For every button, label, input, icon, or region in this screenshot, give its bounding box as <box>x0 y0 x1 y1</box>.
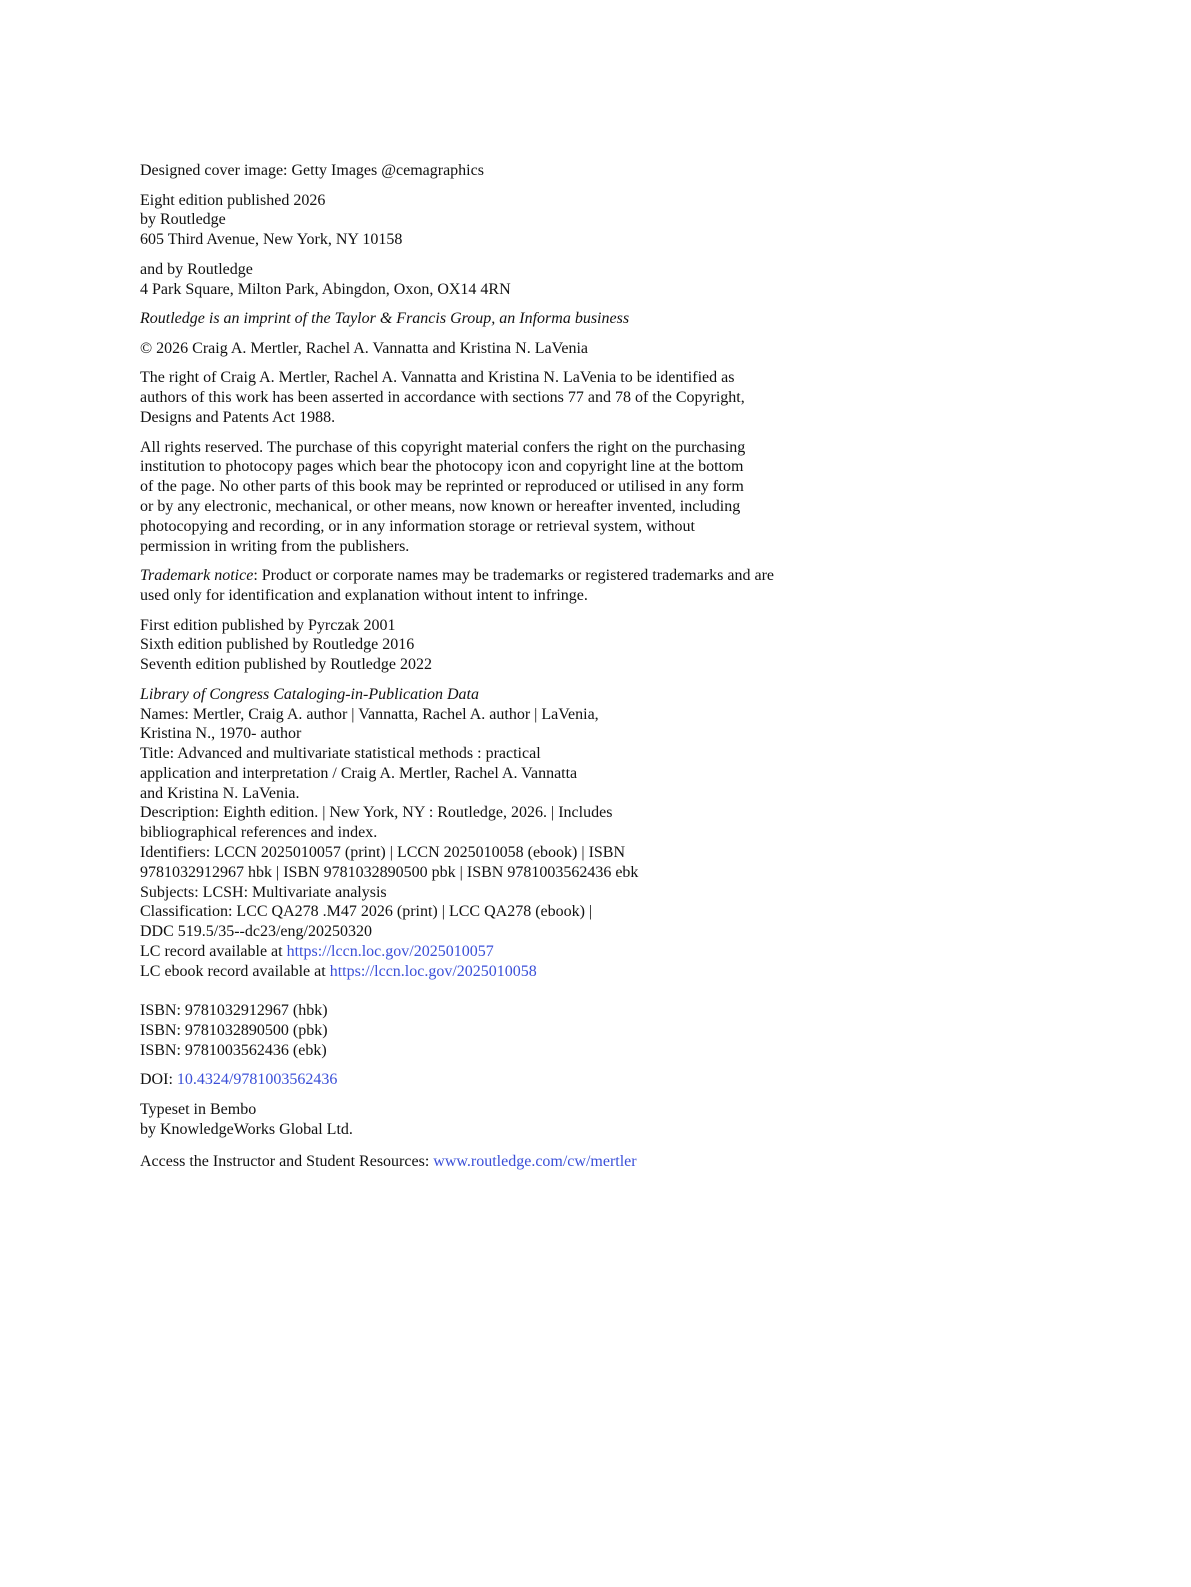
publication-uk <box>140 260 840 300</box>
rights-reserved-line: photocopying and recording, or in any information storage or retrieval system, without <box>140 517 695 535</box>
copyright-page <box>140 161 840 1172</box>
cip-names: Kristina N., 1970- author <box>140 725 302 743</box>
cip-identifiers: 9781032912967 hbk | ISBN 9781032890500 pbk | ISBN 9781003562436 ebk <box>140 863 639 881</box>
doi-label: DOI: <box>140 1071 177 1089</box>
edition-line: Sixth edition published by Routledge 2016 <box>140 636 415 654</box>
imprint-notice <box>140 309 840 329</box>
rights-reserved-line: permission in writing from the publishers. <box>140 537 410 555</box>
rights-reserved-line: or by any electronic, mechanical, or other means, now known or hereafter invented, including <box>140 497 741 515</box>
trademark-line <box>140 566 840 586</box>
lc-record-line <box>140 942 840 962</box>
doi-link[interactable]: 10.4324/9781003562436 <box>176 1071 338 1089</box>
publication-us <box>140 191 840 250</box>
edition-line: First edition published by Pyrczak 2001 <box>140 616 396 634</box>
rights-reserved-notice <box>140 438 840 557</box>
trademark-label: Trademark notice <box>140 567 254 585</box>
lc-record-label: LC record available at <box>140 943 287 961</box>
cover-credit-text: Designed cover image: Getty Images @cemagraphics <box>140 162 484 179</box>
cip-title: Title: Advanced and multivariate statistical methods : practical <box>140 745 541 763</box>
lc-ebook-record-line <box>140 962 840 982</box>
cip-subjects: Subjects: LCSH: Multivariate analysis <box>140 883 387 901</box>
doi-line <box>140 1070 840 1090</box>
isbn-pbk: ISBN: 9781032890500 (pbk) <box>140 1022 328 1040</box>
lc-ebook-record-label: LC ebook record available at <box>140 962 330 980</box>
moral-rights-line: Designs and Patents Act 1988. <box>140 408 336 426</box>
cip-names: Names: Mertler, Craig A. author | Vannatta, Rachel A. author | LaVenia, <box>140 705 599 723</box>
cover-credit <box>140 161 840 181</box>
cip-heading: Library of Congress Cataloging-in-Publication Data <box>140 685 479 703</box>
cip-description: Description: Eighth edition. | New York, NY : Routledge, 2026. | Includes <box>140 804 613 822</box>
isbn-hbk: ISBN: 9781032912967 (hbk) <box>140 1002 328 1020</box>
edition-line: Seventh edition published by Routledge 2022 <box>140 656 432 674</box>
doi <box>140 1070 840 1090</box>
cip-description: bibliographical references and index. <box>140 824 378 842</box>
trademark-text: : Product or corporate names may be trademarks or registered trademarks and are <box>253 567 774 585</box>
resources-label: Access the Instructor and Student Resources: <box>140 1153 434 1171</box>
typeset-line: by KnowledgeWorks Global Ltd. <box>140 1120 353 1138</box>
publication-uk-address: 4 Park Square, Milton Park, Abingdon, Oxon, OX14 4RN <box>140 280 511 298</box>
imprint-text: Routledge is an imprint of the Taylor & Francis Group, an Informa business <box>140 310 630 328</box>
typeset-credit <box>140 1100 840 1140</box>
publication-address: 605 Third Avenue, New York, NY 10158 <box>140 231 403 249</box>
moral-rights-line: The right of Craig A. Mertler, Rachel A. Vannatta and Kristina N. LaVenia to be identified as <box>140 369 735 387</box>
cip-data <box>140 685 840 982</box>
cip-title: application and interpretation / Craig A. Mertler, Rachel A. Vannatta <box>140 764 578 782</box>
trademark-line: used only for identification and explanation without intent to infringe. <box>140 586 588 604</box>
rights-reserved-line: institution to photocopy pages which bear the photocopy icon and copyright line at the bottom <box>140 458 744 476</box>
cip-classification: DDC 519.5/35--dc23/eng/20250320 <box>140 923 372 941</box>
publication-line: Eight edition published 2026 <box>140 191 326 209</box>
resources-link[interactable]: www.routledge.com/cw/mertler <box>433 1153 637 1171</box>
lc-ebook-record-link[interactable]: https://lccn.loc.gov/2025010058 <box>329 962 537 980</box>
moral-rights-line: authors of this work has been asserted in accordance with sections 77 and 78 of the Copyright, <box>140 389 745 407</box>
publication-line: by Routledge <box>140 211 226 229</box>
publication-uk-line: and by Routledge <box>140 260 253 278</box>
rights-reserved-line: All rights reserved. The purchase of this copyright material confers the right on the purchasing <box>140 438 746 456</box>
cip-classification: Classification: LCC QA278 .M47 2026 (print) | LCC QA278 (ebook) | <box>140 903 593 921</box>
cip-identifiers: Identifiers: LCCN 2025010057 (print) | LCCN 2025010058 (ebook) | ISBN <box>140 844 626 862</box>
resources-line <box>140 1149 840 1172</box>
lc-record-link[interactable]: https://lccn.loc.gov/2025010057 <box>286 943 494 961</box>
rights-reserved-line: of the page. No other parts of this book may be reprinted or reproduced or utilised in any form <box>140 478 744 496</box>
edition-history <box>140 616 840 675</box>
moral-rights-notice <box>140 368 840 427</box>
isbn-list <box>140 1001 840 1060</box>
cip-title: and Kristina N. LaVenia. <box>140 784 300 802</box>
trademark-notice <box>140 566 840 606</box>
isbn-ebk: ISBN: 9781003562436 (ebk) <box>140 1041 327 1059</box>
copyright-notice <box>140 339 840 359</box>
typeset-line: Typeset in Bembo <box>140 1101 257 1119</box>
resources <box>140 1152 840 1172</box>
copyright-text: © 2026 Craig A. Mertler, Rachel A. Vannatta and Kristina N. LaVenia <box>140 339 588 357</box>
